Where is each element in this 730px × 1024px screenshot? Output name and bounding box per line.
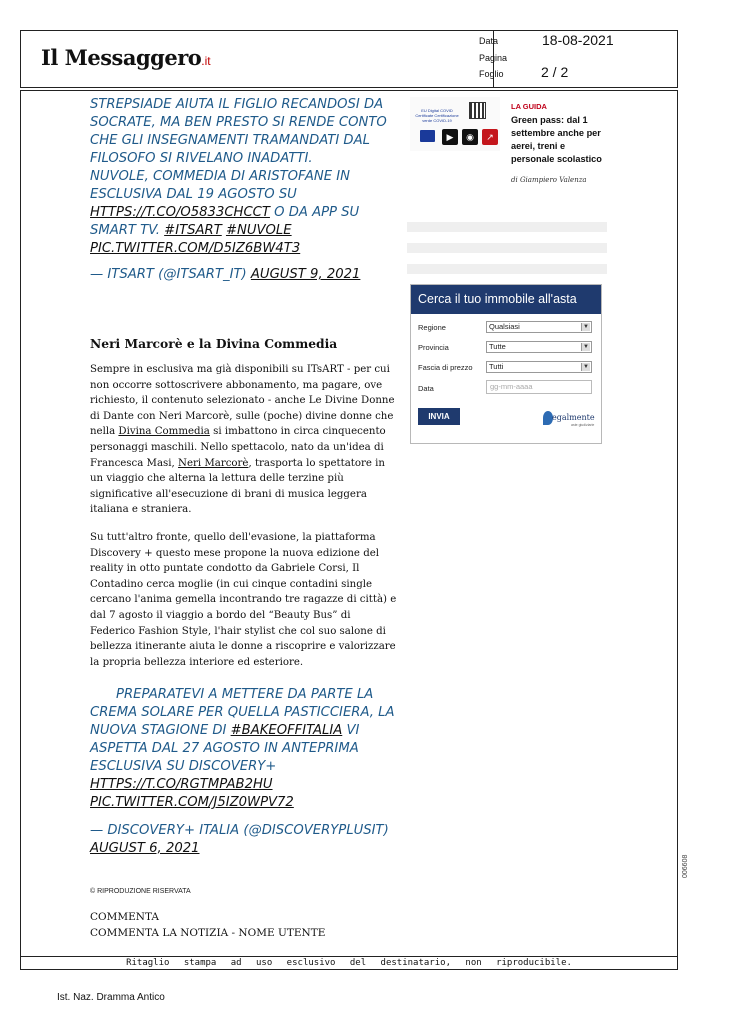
chevron-down-icon: ▼ (581, 323, 590, 331)
tweet-line (90, 240, 408, 258)
institution-name: Ist. Naz. Dramma Antico (57, 992, 165, 1003)
chevron-down-icon: ▼ (581, 343, 590, 351)
tweet-itsart (90, 96, 408, 258)
provincia-value: Tutte (489, 342, 506, 351)
foglio-label: Foglio (479, 69, 504, 79)
hashtag-link[interactable]: #NUVOLE (225, 223, 292, 238)
regione-label: Regione (418, 323, 446, 332)
tweet-link[interactable]: HTTPS://T.CO/RGTMPAB2HU (90, 777, 273, 792)
tweet-line (90, 776, 420, 794)
legalmente-wordmark: egalmente (552, 413, 595, 422)
qr-code-icon (469, 102, 486, 119)
tweet-line: PREPARATEVI A METTERE DA PARTE LA (116, 687, 374, 702)
clipping-code: 006608 (682, 854, 689, 878)
legalmente-tagline: aste giudiziarie (571, 423, 595, 427)
widget-title: Cerca il tuo immobile all'asta (411, 285, 601, 314)
data-label: Data (479, 36, 499, 46)
legalmente-logo (543, 411, 595, 427)
placeholder-bar (407, 264, 607, 274)
placeholder-bar (407, 222, 607, 232)
foglio-value: 2 / 2 (541, 64, 569, 80)
tweet-text: SMART TV. (90, 223, 165, 238)
tweet-line (90, 222, 408, 240)
fascia-value: Tutti (489, 362, 504, 371)
paragraph-text: Sempre in esclusiva ma già disponibili su ITsART - per cui non occorre sottoscrivere abbonamento, ma pagare, ove richiesto, il contenuto selezionato - anche Le Divine Donne di Dante con Neri Marcorè, sulle (poche) divine donne che nella (90, 364, 395, 438)
tweet-line: STREPSIADE AIUTA IL FIGLIO RECANDOSI DA (90, 97, 384, 112)
tweet-date-link[interactable]: AUGUST 6, 2021 (90, 841, 200, 856)
tweet-line: ESCLUSIVA SU DISCOVERY+ (90, 759, 277, 774)
tweet-text: VI (342, 723, 360, 738)
provincia-select[interactable] (486, 341, 592, 353)
chevron-down-icon: ▼ (581, 363, 590, 371)
guide-kicker: LA GUIDA (511, 102, 547, 111)
clipping-ribbon (20, 956, 678, 970)
comment-field-label: COMMENTA LA NOTIZIA - NOME UTENTE (90, 927, 326, 939)
hashtag-link[interactable]: #BAKEOFFITALIA (230, 723, 343, 738)
tweet-line: NUVOLE, COMMEDIA DI ARISTOFANE IN (90, 169, 351, 184)
regione-value: Qualsiasi (489, 322, 520, 331)
fascia-label: Fascia di prezzo (418, 363, 473, 372)
tweet-line: ASPETTA DAL 27 AGOSTO IN ANTEPRIMA (90, 741, 359, 756)
data-field-label: Data (418, 384, 434, 393)
camera-icon: ◉ (462, 129, 478, 145)
newspaper-logo: Il Messaggero.it (41, 45, 211, 70)
tweet-author: — ITSART (@ITSART_IT) (90, 267, 251, 282)
tweet-line (90, 204, 408, 222)
comment-link[interactable]: COMMENTA (90, 911, 160, 923)
divina-commedia-link[interactable]: Divina Commedia (118, 426, 210, 438)
tweet-discovery (90, 686, 420, 812)
tweet-line: CHE GLI INSEGNAMENTI TRAMANDATI DAL (90, 133, 370, 148)
tweet-date-link[interactable]: AUGUST 9, 2021 (250, 267, 361, 282)
tweet-line (90, 722, 420, 740)
eu-flag-icon (420, 130, 435, 142)
tweet-signature: — DISCOVERY+ ITALIA (@DISCOVERYPLUSIT) (90, 823, 389, 838)
section-heading: Neri Marcorè e la Divina Commedia (90, 336, 338, 351)
property-search-widget (410, 284, 602, 444)
tweet-line: FILOSOFO SI RIVELANO INADATTI. (90, 151, 313, 166)
tweet-pic-link[interactable]: PIC.TWITTER.COM/D5IZ6BW4T3 (90, 241, 301, 256)
tweet-date-line (90, 840, 200, 858)
article-paragraph: Su tutt'altro fronte, quello dell'evasione, la piattaforma Discovery + questo mese propone la nuova edizione del reality in otto puntate condotto da Gabriele Corsi, Il Contadino cerca moglie (in cui cinque contadini single cercano l'anima gemella incontrando tre ragazze di città) e dal 7 agosto il viaggio a bordo del “Beauty Bus” di Federico Fashion Style, l'hair stylist che col suo salone di bellezza itinerante aiuta le donne a riscoprire e valorizzare la propria bellezza interiore ed esteriore. (90, 532, 397, 668)
tweet-text: O DA APP SU (269, 205, 360, 220)
placeholder-bar (407, 243, 607, 253)
regione-select[interactable] (486, 321, 592, 333)
paragraph-text: , trasporta lo spettatore in un viaggio che alterna la lettura delle terzine più significative all'esecuzione di brani di musica leggera italiana e straniera. (90, 457, 385, 516)
tweet-line (90, 794, 420, 812)
tweet-signature (90, 266, 360, 284)
paragraph-text: si imbattono in circa cinquecento personaggi maschili. Nello spettacolo, nato da un'idea di Francesca Masi, (90, 426, 386, 469)
neri-marcore-link[interactable]: Neri Marcorè (178, 457, 249, 469)
tweet-link[interactable]: HTTPS://T.CO/O5833CHCCT (90, 205, 270, 220)
hashtag-link[interactable]: #ITSART (164, 223, 222, 238)
fascia-select[interactable] (486, 361, 592, 373)
date-input[interactable]: gg-mm-aaaa (486, 380, 592, 394)
cert-caption: EU Digital COVID Certificate Certificazione verde COVID-19 (415, 108, 459, 123)
ribbon-text: Ritaglio stampa ad uso esclusivo del destinatario, non riproducibile. (126, 958, 572, 968)
guide-headline-link[interactable]: Green pass: dal 1 settembre anche per aerei, treni e personale scolastico (511, 115, 602, 164)
tweet-line: SOCRATE, MA BEN PRESTO SI RENDE CONTO (90, 115, 387, 130)
tweet-line: ESCLUSIVA DAL 19 AGOSTO SU (90, 187, 297, 202)
submit-button[interactable]: INVIA (418, 408, 460, 425)
play-icon: ▶ (442, 129, 458, 145)
tweet-text: NUOVA STAGIONE DI (90, 723, 231, 738)
rights-notice: © RIPRODUZIONE RISERVATA (90, 888, 191, 895)
tweet-pic-link[interactable]: PIC.TWITTER.COM/J5IZ0WPV72 (90, 795, 294, 810)
provincia-label: Provincia (418, 343, 449, 352)
trend-icon: ↗ (482, 129, 498, 145)
pagina-label: Pagina (479, 53, 508, 63)
article-paragraph (90, 362, 398, 518)
logo-suffix: .it (201, 54, 211, 68)
data-value: 18-08-2021 (542, 32, 614, 48)
guide-author: di Giampiero Valenza (511, 176, 587, 184)
tweet-line: CREMA SOLARE PER QUELLA PASTICCIERA, LA (90, 705, 395, 720)
